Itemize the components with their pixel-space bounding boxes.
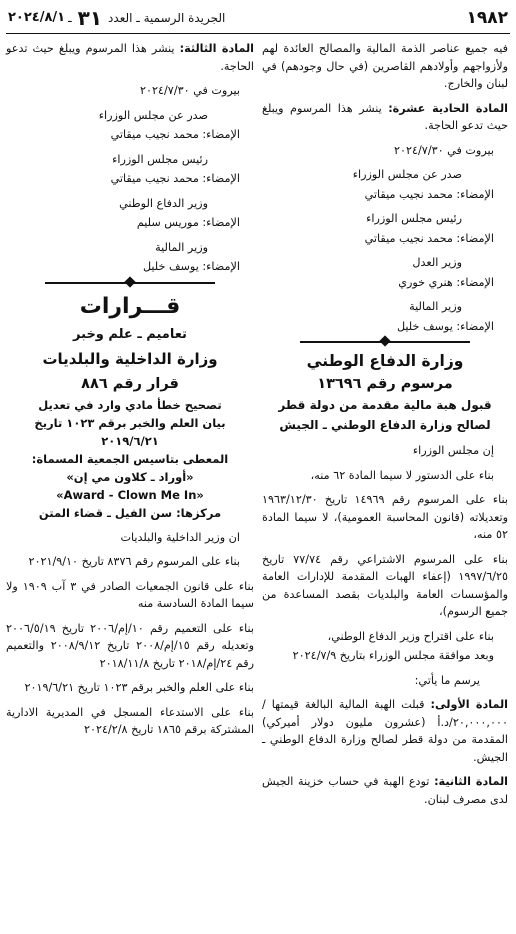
signature: الإمضاء: يوسف خليل (396, 319, 494, 333)
signature: الإمضاء: محمد نجيب ميقاتي (364, 187, 494, 201)
section-divider (300, 341, 470, 343)
article-text: ينشر هذا المرسوم ويبلغ حيث تدعو الحاجة. (6, 42, 254, 73)
article-text: ينشر هذا المرسوم ويبلغ حيث تدعو الحاجة. (262, 101, 508, 132)
signatory-title: وزير العدل (412, 256, 462, 269)
signatory-title: وزير المالية (409, 300, 462, 313)
section-subheading: تعاميم ـ علم وخبر (73, 326, 187, 342)
association-name-ar: «أوراد ـ كلاون مي إن» (66, 469, 194, 484)
right-column (262, 40, 510, 810)
decision-number: قرار رقم ٨٨٦ (81, 375, 179, 392)
preamble: إن مجلس الوزراء (412, 444, 494, 457)
signature: الإمضاء: محمد نجيب ميقاتي (110, 128, 240, 141)
decrees-following: يرسم ما يأتي: (414, 673, 480, 687)
issued-by: صدر عن مجلس الوزراء (352, 168, 462, 181)
ministry-heading: وزارة الدفاع الوطني (306, 352, 464, 370)
issue-number: ٣١ (77, 5, 103, 30)
association-seat: مركزها: سن الفيل ـ قضاء المتن (38, 505, 222, 520)
decision-subject: تصحيح خطأ مادي وارد في تعديل (38, 397, 222, 412)
signatory-title: وزير الدفاع الوطني (119, 196, 208, 210)
paragraph: فيه جميع عناصر الذمة المالية والمصالح العائدة لهم ولأزواجهم وأولادهم القاصرين (في حال وجودهم) في لبنان والخارج. (262, 42, 508, 90)
citation: بناء على المرسوم الاشتراعي رقم ٧٧/٧٤ تاريخ ١٩٩٧/٦/٢٥ (إعفاء الهبات المقدمة للإدارات العامة والمؤسسات العامة والبلديات بقصد المساعدة من جميع الرسوم)، (262, 552, 508, 618)
citation: بناء على العلم والخبر برقم ١٠٢٣ تاريخ ٢٠١٩/٦/٢١ (24, 681, 254, 694)
header-dash: ـ (68, 10, 72, 25)
signatory-title: رئيس مجلس الوزراء (366, 212, 462, 225)
ministry-heading: وزارة الداخلية والبلديات (42, 349, 218, 368)
decision-subject: بيان العلم والخبر برقم ١٠٢٣ تاريخ ٢٠١٩/٦/٢١ (34, 415, 226, 448)
article-text: تودع الهبة في حساب خزينة الجيش لدى مصرف لبنان. (262, 775, 508, 806)
decision-subject: المعطى بتاسيس الجمعية المسماة: (31, 451, 229, 466)
citation: بناء على الدستور لا سيما المادة ٦٢ منه، (310, 468, 494, 482)
left-column (6, 40, 254, 810)
citation: وبعد موافقة مجلس الوزراء بتاريخ ٢٠٢٤/٧/٩ (292, 649, 494, 662)
citation: بناء على المرسوم رقم ٨٣٧٦ تاريخ ٢٠٢١/٩/١٠ (28, 555, 240, 568)
article-text: قبلت الهبة المالية البالغة قيمتها /٢٠,٠٠٠,٠٠٠/د.أ (عشرون مليون دولار أميركي) المقدمة من دولة قطر لصالح وزارة الدفاع الوطني ـ الجيش. (262, 698, 508, 764)
place-date: بيروت في ٢٠٢٤/٧/٣٠ (394, 143, 494, 157)
decree-number: مرسوم رقم ١٣٦٩٦ (317, 376, 453, 392)
article-3 (6, 40, 254, 75)
article-1 (262, 696, 508, 766)
decree-subject: قبول هبة مالية مقدمة من دولة قطر لصالح وزارة الدفاع الوطني ـ الجيش (278, 398, 492, 432)
signatory-title: رئيس مجلس الوزراء (112, 152, 208, 166)
citation: بناء على الاستدعاء المسجل في المديرية الادارية المشتركة برقم ١٨٦٥ تاريخ ٢٠٢٤/٢/٨ (6, 705, 254, 736)
article-label: المادة الحادية عشرة: (388, 101, 508, 115)
gazette-name: الجريدة الرسمية ـ العدد (108, 10, 226, 25)
two-columns (6, 40, 510, 810)
signature: الإمضاء: محمد نجيب ميقاتي (110, 172, 240, 185)
signature: الإمضاء: يوسف خليل (142, 260, 240, 273)
page-header (6, 4, 510, 34)
article-11 (262, 100, 508, 135)
issued-by: صدر عن مجلس الوزراء (98, 108, 208, 122)
citation: بناء على اقتراح وزير الدفاع الوطني، (327, 629, 494, 643)
issue-date: ٢٠٢٤/٨/١ (8, 10, 66, 25)
article-2 (262, 773, 508, 808)
citation: بناء على قانون الجمعيات الصادر في ٣ آب ١٩٠٩ ولا سيما المادة السادسة منه (6, 579, 255, 610)
signature: الإمضاء: محمد نجيب ميقاتي (364, 231, 494, 245)
place-date: بيروت في ٢٠٢٤/٧/٣٠ (140, 84, 240, 97)
gazette-title (8, 6, 225, 30)
signature: الإمضاء: هنري خوري (398, 275, 494, 289)
page-number: ١٩٨٢ (466, 7, 508, 28)
association-name-en: «Award - Clown Me In» (56, 487, 204, 502)
signature: الإمضاء: موريس سليم (136, 216, 240, 229)
article-label: المادة الثانية: (434, 775, 508, 788)
citation: بناء على التعميم رقم ١٠/إم/٢٠٠٦ تاريخ ٢٠٠٦/٥/١٩ وتعديله رقم ١٥/إم/٢٠٠٨ تاريخ ٢٠٠٨/٩/١٢ والتعميم رقم ٢٤/إم/٢٠١٨ تاريخ ٢٠١٨/١١/٨ (6, 621, 254, 670)
preamble: ان وزير الداخلية والبلديات (120, 530, 240, 544)
article-label: المادة الثالثة: (179, 42, 254, 55)
signatory-title: وزير المالية (155, 240, 208, 254)
article-label: المادة الأولى: (430, 698, 509, 711)
section-heading: قـــرارات (79, 293, 181, 319)
section-divider (45, 282, 215, 284)
citation: بناء على المرسوم رقم ١٤٩٦٩ تاريخ ١٩٦٣/١٢/٣٠ وتعديلاته (قانون المحاسبة العمومية)، لا سيما المادة ٥٢ منه، (262, 493, 509, 541)
